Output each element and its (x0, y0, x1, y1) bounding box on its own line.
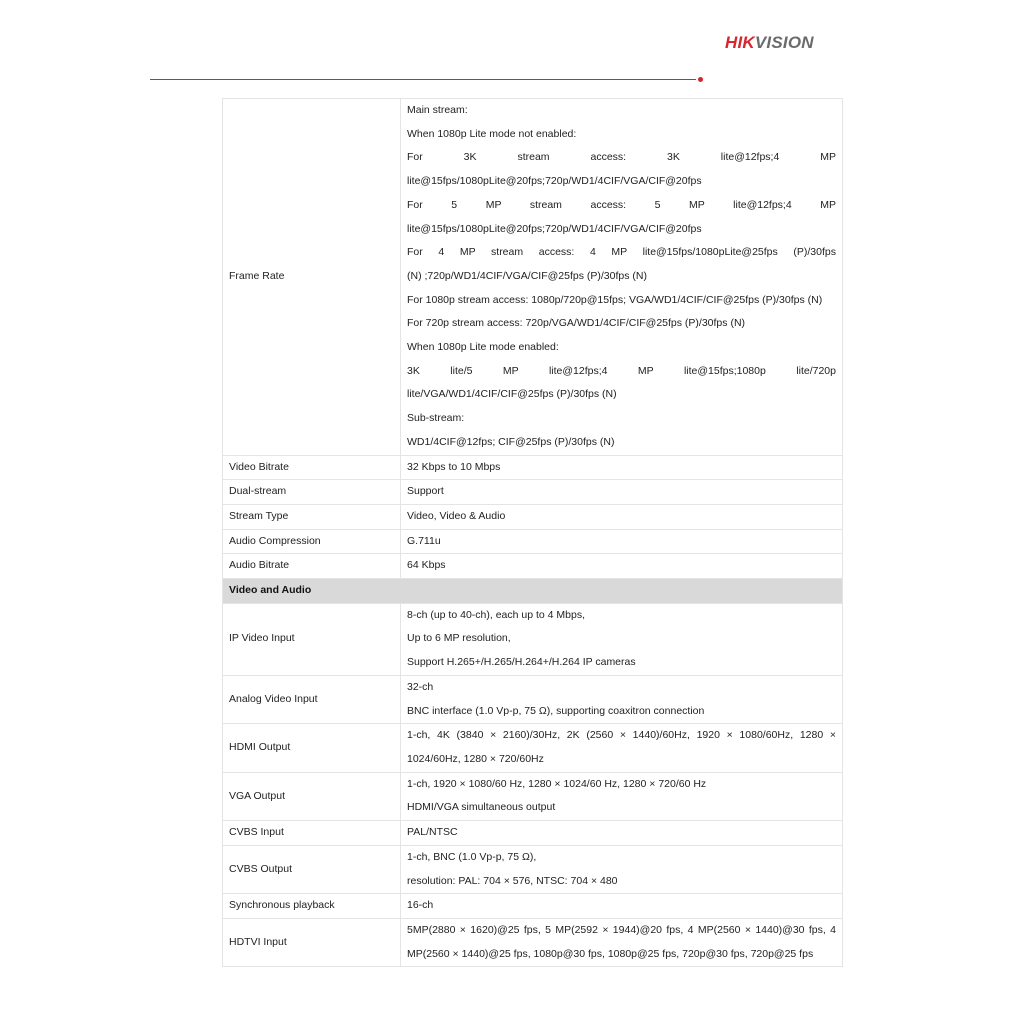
table-row (223, 918, 843, 966)
spec-value: 64 Kbps (401, 554, 843, 579)
table-row (223, 554, 843, 579)
spec-label: Stream Type (223, 504, 401, 529)
spec-label: Audio Bitrate (223, 554, 401, 579)
header-rule-dot (698, 77, 703, 82)
section-header: Video and Audio (223, 579, 843, 604)
spec-label: Synchronous playback (223, 894, 401, 919)
spec-value: Video, Video & Audio (401, 504, 843, 529)
spec-value: 1-ch, 1920 × 1080/60 Hz, 1280 × 1024/60 Hz, 1280 × 720/60 Hz HDMI/VGA simultaneous output (401, 772, 843, 820)
table-row (223, 894, 843, 919)
spec-label: Dual-stream (223, 480, 401, 505)
spec-table (222, 98, 843, 967)
spec-value: 8-ch (up to 40-ch), each up to 4 Mbps, Up to 6 MP resolution, Support H.265+/H.265/H.264+/H.264 IP cameras (401, 603, 843, 675)
section-header-row (223, 579, 843, 604)
spec-label: Frame Rate (223, 99, 401, 456)
table-row (223, 845, 843, 893)
spec-value: 32-ch BNC interface (1.0 Vp-p, 75 Ω), supporting coaxitron connection (401, 675, 843, 723)
spec-value: 5MP(2880 × 1620)@25 fps, 5 MP(2592 × 1944)@20 fps, 4 MP(2560 × 1440)@30 fps, 4 MP(2560 × 1440)@25 fps, 1080p@30 fps, 1080p@25 fps, 720p@30 fps, 720p@25 fps (401, 918, 843, 966)
spec-value: Main stream: When 1080p Lite mode not enabled: For 3K stream access: 3K lite@12fps;4 MP lite@15fps/1080pLite@20fps;720p/WD1/4CIF/VGA/CIF@20fps For 5 MP stream access: 5 MP lite@12fps;4 MP lite@15fps/1080pLite@20fps;720p/WD1/4CIF/VGA/CIF@20fps For 4 MP stream access: 4 MP lite@15fps/1080pLite@25fps (P)/30fps (N) ;720p/WD1/4CIF/VGA/CIF@25fps (P)/30fps (N) For 1080p stream access: 1080p/720p@15fps; VGA/WD1/4CIF/CIF@25fps (P)/30fps (N) For 720p stream access: 720p/VGA/WD1/4CIF/CIF@25fps (P)/30fps (N) When 1080p Lite mode enabled: 3K lite/5 MP lite@12fps;4 MP lite@15fps;1080p lite/720p lite/VGA/WD1/4CIF/CIF@25fps (P)/30fps (N) Sub-stream: WD1/4CIF@12fps; CIF@25fps (P)/30fps (N) (401, 99, 843, 456)
spec-value: PAL/NTSC (401, 821, 843, 846)
spec-value: 1-ch, BNC (1.0 Vp-p, 75 Ω), resolution: PAL: 704 × 576, NTSC: 704 × 480 (401, 845, 843, 893)
spec-value: Support (401, 480, 843, 505)
table-row (223, 455, 843, 480)
spec-label: VGA Output (223, 772, 401, 820)
table-row (223, 724, 843, 772)
spec-value: 16-ch (401, 894, 843, 919)
table-row (223, 603, 843, 675)
spec-label: Audio Compression (223, 529, 401, 554)
table-row (223, 529, 843, 554)
table-row (223, 504, 843, 529)
spec-label: Video Bitrate (223, 455, 401, 480)
table-row (223, 821, 843, 846)
table-row (223, 675, 843, 723)
spec-label: CVBS Input (223, 821, 401, 846)
spec-label: HDTVI Input (223, 918, 401, 966)
spec-label: Analog Video Input (223, 675, 401, 723)
hikvision-logo: HIKVISION (725, 33, 814, 52)
spec-value: 1-ch, 4K (3840 × 2160)/30Hz, 2K (2560 × 1440)/60Hz, 1920 × 1080/60Hz, 1280 × 1024/60Hz, 1280 × 720/60Hz (401, 724, 843, 772)
spec-label: HDMI Output (223, 724, 401, 772)
header-rule (150, 79, 696, 80)
spec-label: CVBS Output (223, 845, 401, 893)
spec-value: 32 Kbps to 10 Mbps (401, 455, 843, 480)
table-row (223, 480, 843, 505)
table-row (223, 99, 843, 456)
spec-label: IP Video Input (223, 603, 401, 675)
table-row (223, 772, 843, 820)
spec-value: G.711u (401, 529, 843, 554)
